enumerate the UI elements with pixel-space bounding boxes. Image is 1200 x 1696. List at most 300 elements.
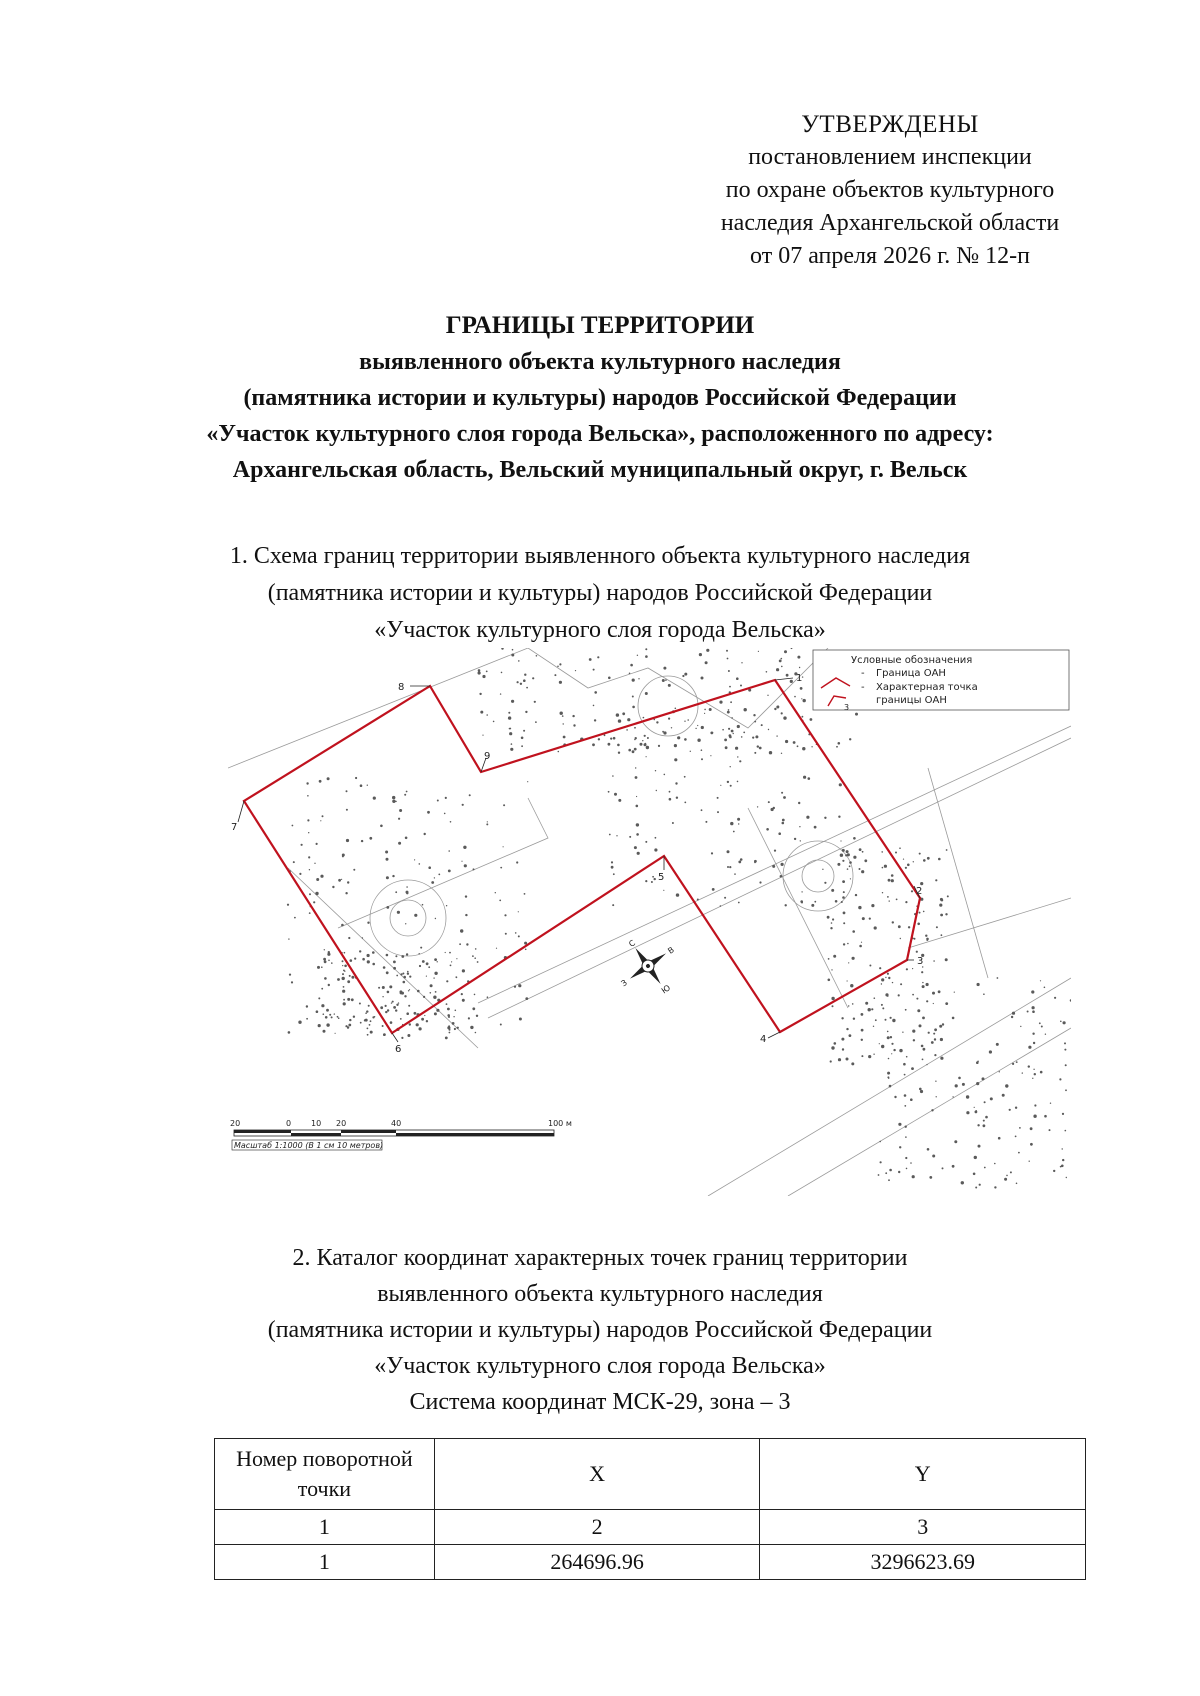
- tree-mark: [873, 1054, 874, 1055]
- tree-mark: [888, 1058, 890, 1060]
- tree-mark: [511, 700, 514, 703]
- tree-mark: [316, 1010, 319, 1013]
- tree-mark: [420, 947, 422, 949]
- tree-mark: [911, 890, 913, 892]
- tree-mark: [454, 1028, 456, 1030]
- tree-mark: [448, 1025, 450, 1027]
- tree-mark: [697, 725, 698, 726]
- tree-mark: [392, 875, 394, 877]
- tree-mark: [913, 1039, 915, 1041]
- tree-mark: [362, 937, 363, 938]
- tree-mark: [478, 671, 481, 674]
- tree-mark: [842, 896, 845, 899]
- tree-mark: [493, 721, 495, 723]
- tree-mark: [1061, 1165, 1064, 1168]
- tree-mark: [1044, 1115, 1047, 1118]
- tree-mark: [791, 648, 793, 649]
- tree-mark: [414, 1012, 417, 1015]
- tree-mark: [525, 997, 528, 1000]
- tree-mark: [983, 993, 985, 995]
- tree-mark: [828, 958, 830, 960]
- point-label-1: 1: [796, 673, 803, 684]
- tree-mark: [334, 1013, 335, 1014]
- tree-mark: [523, 730, 525, 732]
- tree-mark: [634, 846, 637, 849]
- tree-mark: [636, 833, 639, 836]
- tree-mark: [509, 732, 512, 735]
- tree-mark: [347, 1027, 349, 1029]
- section1-line: «Участок культурного слоя города Вельска»: [374, 617, 826, 643]
- tree-mark: [1065, 1130, 1067, 1132]
- tree-mark: [842, 849, 845, 852]
- legend-item-boundary: Граница ОАН: [876, 668, 946, 679]
- tree-mark: [717, 811, 719, 813]
- tree-mark: [482, 735, 483, 736]
- tree-mark: [573, 724, 575, 726]
- tree-mark: [843, 943, 845, 945]
- tree-mark: [400, 990, 403, 993]
- tree-mark: [984, 1101, 986, 1103]
- tree-mark: [319, 780, 322, 783]
- tree-mark: [508, 716, 511, 719]
- tree-mark: [900, 983, 902, 985]
- tree-mark: [936, 926, 938, 928]
- tree-mark: [1034, 1104, 1036, 1106]
- tree-mark: [919, 853, 921, 855]
- tree-mark: [349, 1019, 351, 1021]
- tree-mark: [525, 711, 527, 713]
- tree-mark: [655, 837, 657, 839]
- tree-mark: [776, 668, 779, 671]
- section2-line: выявленного объекта культурного наследия: [377, 1281, 823, 1307]
- tree-mark: [997, 977, 999, 979]
- tree-mark: [705, 821, 707, 823]
- tree-mark: [873, 1026, 874, 1027]
- tree-mark: [849, 861, 852, 864]
- tree-mark: [952, 1017, 955, 1020]
- tree-mark: [325, 1016, 328, 1019]
- tree-mark: [331, 1016, 333, 1018]
- tree-mark: [841, 1017, 843, 1019]
- tree-mark: [515, 932, 517, 934]
- tree-mark: [917, 923, 920, 926]
- tree-mark: [954, 1140, 957, 1143]
- tree-mark: [757, 806, 758, 807]
- tree-mark: [1065, 1089, 1067, 1091]
- tree-mark: [847, 943, 849, 945]
- tree-mark: [790, 680, 793, 683]
- tree-mark: [848, 1005, 849, 1006]
- tree-mark: [926, 983, 929, 986]
- tree-mark: [613, 737, 616, 740]
- tree-mark: [359, 1003, 361, 1005]
- tree-mark: [367, 922, 369, 924]
- tree-mark: [927, 857, 930, 860]
- tree-mark: [848, 962, 849, 963]
- boundary-map: [228, 648, 1071, 1196]
- tree-mark: [831, 969, 832, 970]
- tree-mark: [1033, 1115, 1036, 1118]
- tree-mark: [557, 666, 559, 668]
- tree-mark: [447, 1008, 450, 1011]
- tree-mark: [769, 751, 772, 754]
- tree-mark: [919, 1088, 922, 1091]
- tree-mark: [720, 785, 721, 786]
- tree-mark: [345, 892, 347, 894]
- tree-mark: [468, 1017, 470, 1019]
- tree-mark: [778, 832, 781, 835]
- tree-mark: [328, 984, 330, 986]
- tree-mark: [521, 737, 524, 740]
- tree-mark: [890, 1036, 892, 1038]
- tree-mark: [463, 1000, 464, 1001]
- tree-mark: [852, 957, 855, 960]
- tree-mark: [736, 677, 739, 680]
- tree-mark: [919, 912, 921, 914]
- tree-mark: [737, 818, 740, 821]
- tree-mark: [389, 985, 392, 988]
- tree-mark: [781, 666, 783, 668]
- tree-mark: [416, 1023, 419, 1026]
- tree-mark: [292, 825, 294, 827]
- tree-mark: [395, 1009, 397, 1011]
- tree-mark: [701, 677, 704, 680]
- tree-mark: [738, 861, 741, 864]
- tree-mark: [405, 923, 406, 924]
- tree-mark: [386, 876, 389, 879]
- tree-mark: [801, 698, 802, 699]
- tree-mark: [900, 938, 901, 939]
- tree-mark: [952, 1096, 953, 1097]
- tree-mark: [891, 1053, 892, 1054]
- point-label-8: 8: [398, 682, 405, 693]
- tree-mark: [904, 1094, 907, 1097]
- tree-mark: [822, 869, 823, 870]
- tree-mark: [654, 848, 657, 851]
- tree-mark: [741, 662, 742, 663]
- tree-mark: [891, 879, 894, 882]
- tree-mark: [781, 792, 783, 794]
- tree-mark: [852, 1003, 854, 1005]
- tree-mark: [644, 743, 647, 746]
- tree-mark: [378, 987, 380, 989]
- tree-mark: [879, 967, 881, 969]
- tree-mark: [616, 713, 619, 716]
- tree-mark: [612, 775, 614, 777]
- tree-mark: [728, 670, 730, 672]
- tree-mark: [383, 1034, 385, 1036]
- tree-mark: [643, 717, 645, 719]
- compass-rose: [603, 922, 692, 1012]
- tree-mark: [360, 1022, 362, 1024]
- tree-mark: [712, 732, 714, 734]
- tree-mark: [632, 696, 634, 698]
- tree-mark: [463, 846, 466, 849]
- point-label-4: 4: [760, 1034, 767, 1045]
- tree-mark: [500, 867, 502, 869]
- tree-mark: [840, 840, 841, 841]
- tree-mark: [630, 664, 633, 667]
- tree-mark: [841, 901, 843, 903]
- tree-mark: [453, 1016, 454, 1017]
- tree-mark: [899, 847, 901, 849]
- tree-mark: [332, 886, 334, 888]
- tree-mark: [342, 960, 344, 962]
- tree-mark: [1050, 1103, 1051, 1104]
- tree-mark: [406, 953, 408, 955]
- tree-mark: [936, 1096, 937, 1097]
- tree-mark: [785, 740, 788, 743]
- tree-mark: [849, 865, 851, 867]
- tree-mark: [353, 1016, 355, 1018]
- tree-mark: [978, 1145, 981, 1148]
- tree-mark: [652, 876, 654, 878]
- point-label-9: 9: [484, 751, 491, 762]
- approval-block: [680, 108, 1100, 273]
- tree-mark: [362, 958, 365, 961]
- tree-mark: [403, 976, 406, 979]
- tree-mark: [434, 972, 437, 975]
- tree-mark: [865, 1002, 868, 1005]
- tree-mark: [400, 973, 402, 975]
- tree-mark: [916, 998, 918, 1000]
- tree-mark: [614, 793, 617, 796]
- tree-mark: [1002, 1094, 1005, 1097]
- tree-mark: [559, 681, 562, 684]
- tree-mark: [500, 1024, 502, 1026]
- tree-mark: [861, 1029, 864, 1032]
- tree-mark: [487, 996, 489, 998]
- approval-heading: УТВЕРЖДЕНЫ: [801, 111, 979, 138]
- tree-mark: [611, 866, 614, 869]
- tree-mark: [869, 965, 871, 967]
- tree-mark: [946, 849, 948, 851]
- tree-mark: [831, 889, 834, 892]
- tree-mark: [839, 783, 842, 786]
- tree-mark: [1016, 1061, 1018, 1063]
- tree-mark: [646, 746, 649, 749]
- tree-mark: [907, 864, 910, 867]
- tree-mark: [843, 891, 845, 893]
- tree-mark: [855, 713, 858, 716]
- tree-mark: [629, 673, 631, 675]
- tree-mark: [293, 861, 295, 863]
- tree-mark: [446, 1003, 448, 1005]
- tree-mark: [874, 997, 876, 999]
- point-label-5: 5: [658, 872, 665, 883]
- tree-mark: [984, 1167, 986, 1169]
- tree-mark: [879, 1043, 880, 1044]
- tree-mark: [850, 984, 853, 987]
- tree-mark: [880, 1161, 882, 1163]
- tree-mark: [372, 963, 375, 966]
- tree-mark: [1011, 1016, 1013, 1018]
- tree-mark: [766, 828, 769, 831]
- tree-mark: [437, 800, 439, 802]
- tree-mark: [759, 881, 761, 883]
- tree-mark: [920, 1090, 923, 1093]
- tree-mark: [892, 982, 893, 983]
- scale-tick: 0: [286, 1119, 292, 1128]
- tree-mark: [367, 954, 370, 957]
- scale-caption: Масштаб 1:1000 (В 1 см 10 метров): [234, 1141, 384, 1150]
- tree-mark: [899, 1049, 902, 1052]
- tree-mark: [892, 921, 894, 923]
- tree-mark: [422, 904, 424, 906]
- tree-mark: [391, 1002, 392, 1003]
- tree-mark: [526, 687, 528, 689]
- tree-mark: [523, 679, 526, 682]
- tree-mark: [888, 879, 891, 882]
- tree-mark: [888, 1179, 890, 1181]
- tree-mark: [782, 822, 785, 825]
- tree-mark: [632, 706, 635, 709]
- compass-east: В: [666, 945, 676, 956]
- tree-mark: [917, 1009, 920, 1012]
- tree-mark: [868, 1055, 871, 1058]
- tree-mark: [885, 1172, 887, 1174]
- tree-mark: [831, 1046, 834, 1049]
- tree-mark: [976, 1082, 979, 1085]
- tree-mark: [800, 840, 801, 841]
- tree-mark: [922, 982, 923, 983]
- tree-mark: [1065, 1064, 1067, 1066]
- tree-mark: [755, 735, 758, 738]
- tree-mark: [952, 1165, 955, 1168]
- title-line: выявленного объекта культурного наследия: [359, 349, 841, 375]
- tree-mark: [593, 705, 595, 707]
- tree-mark: [449, 1029, 451, 1031]
- tree-mark: [424, 1015, 425, 1016]
- tree-mark: [354, 958, 356, 960]
- tree-mark: [728, 728, 730, 730]
- table-cell: 264696.96: [434, 1545, 760, 1580]
- tree-mark: [893, 1049, 895, 1051]
- tree-mark: [724, 897, 726, 899]
- tree-mark: [517, 681, 519, 683]
- legend-sample-number: 3: [844, 703, 850, 712]
- tree-mark: [898, 1123, 901, 1126]
- tree-mark: [998, 1137, 1001, 1140]
- tree-mark: [382, 996, 383, 997]
- table-index-row: [215, 1510, 1086, 1545]
- tree-mark: [846, 1058, 849, 1061]
- tree-mark: [730, 766, 731, 767]
- scale-tick: 10: [311, 1119, 322, 1128]
- tree-mark: [1054, 997, 1056, 999]
- tree-mark: [727, 711, 730, 714]
- tree-mark: [326, 1009, 329, 1012]
- tree-mark: [799, 826, 800, 827]
- tree-mark: [801, 891, 802, 892]
- tree-mark: [898, 994, 900, 996]
- tree-mark: [390, 1021, 393, 1024]
- tree-mark: [675, 782, 677, 784]
- section2-line: 2. Каталог координат характерных точек границ территории: [292, 1245, 908, 1271]
- tree-mark: [321, 1004, 324, 1007]
- tree-mark: [438, 874, 440, 876]
- tree-mark: [341, 879, 342, 880]
- tree-mark: [731, 730, 734, 733]
- tree-mark: [884, 865, 887, 868]
- tree-mark: [729, 686, 731, 688]
- tree-mark: [923, 911, 925, 913]
- tree-mark: [730, 785, 732, 787]
- tree-mark: [945, 913, 947, 915]
- tree-mark: [499, 900, 501, 902]
- tree-mark: [675, 708, 677, 710]
- tree-mark: [316, 843, 318, 845]
- tree-mark: [783, 716, 786, 719]
- tree-mark: [928, 1032, 930, 1034]
- tree-mark: [645, 648, 647, 650]
- tree-mark: [1034, 1073, 1036, 1075]
- tree-mark: [914, 938, 916, 940]
- tree-mark: [627, 718, 630, 721]
- tree-mark: [518, 984, 521, 987]
- tree-mark: [738, 823, 739, 824]
- tree-mark: [393, 961, 396, 964]
- tree-mark: [645, 655, 648, 658]
- tree-mark: [1005, 1084, 1008, 1087]
- tree-mark: [386, 971, 389, 974]
- tree-mark: [510, 748, 513, 751]
- document-title: [150, 308, 1050, 488]
- tree-mark: [475, 948, 477, 950]
- tree-mark: [294, 917, 296, 919]
- tree-mark: [309, 869, 310, 870]
- tree-mark: [1062, 1113, 1064, 1115]
- tree-mark: [859, 868, 861, 870]
- tree-mark: [613, 873, 615, 875]
- tree-mark: [1022, 1072, 1023, 1073]
- tree-mark: [830, 927, 832, 929]
- tree-mark: [887, 1031, 889, 1033]
- tree-mark: [417, 990, 420, 993]
- tree-mark: [781, 658, 783, 660]
- tree-mark: [626, 729, 628, 731]
- tree-mark: [635, 767, 636, 768]
- tree-mark: [672, 822, 674, 824]
- tree-mark: [671, 727, 672, 728]
- tree-mark: [346, 809, 348, 811]
- tree-mark: [782, 819, 785, 822]
- tree-mark: [298, 1021, 301, 1024]
- tree-mark: [737, 781, 739, 783]
- tree-mark: [665, 679, 667, 681]
- tree-mark: [882, 1007, 884, 1009]
- tree-mark: [881, 1045, 884, 1048]
- tree-mark: [408, 990, 409, 991]
- tree-mark: [875, 1019, 877, 1021]
- tree-mark: [396, 975, 398, 977]
- tree-mark: [495, 892, 496, 893]
- tree-mark: [727, 866, 729, 868]
- tree-mark: [608, 677, 611, 680]
- tree-mark: [655, 770, 656, 771]
- tree-mark: [342, 973, 344, 975]
- tree-mark: [774, 850, 776, 852]
- tree-mark: [455, 1010, 457, 1012]
- tree-mark: [945, 1002, 948, 1005]
- tree-mark: [780, 875, 783, 878]
- tree-mark: [347, 881, 349, 883]
- tree-mark: [684, 738, 687, 741]
- tree-mark: [717, 797, 719, 799]
- tree-mark: [697, 899, 699, 901]
- tree-mark: [368, 1005, 370, 1007]
- tree-mark: [831, 922, 833, 924]
